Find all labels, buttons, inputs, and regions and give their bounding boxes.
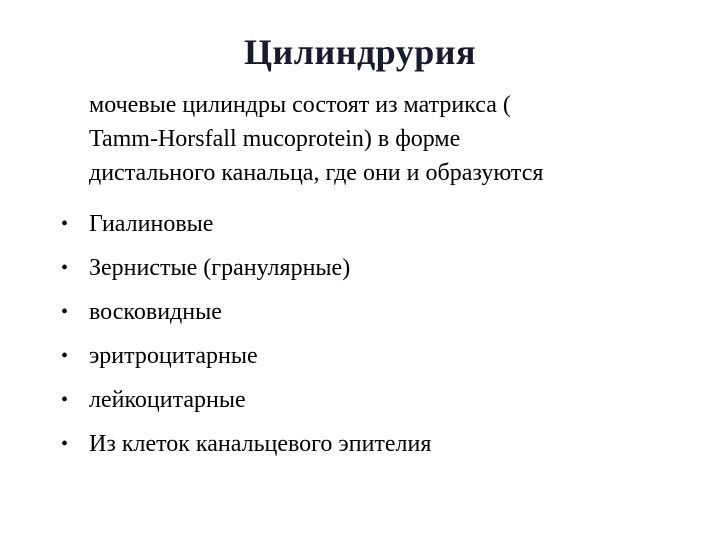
bullet-icon: • <box>61 257 69 279</box>
list-item-text: Зернистые (гранулярные) <box>89 255 351 281</box>
bullet-icon: • <box>61 301 69 323</box>
list-item <box>0 250 720 294</box>
list-item-text: Из клеток канальцевого эпителия <box>89 431 432 457</box>
list-item-text: лейкоцитарные <box>89 387 246 413</box>
intro-line: мочевые цилиндры состоят из матрикса ( <box>89 92 511 118</box>
intro-paragraph <box>89 88 689 190</box>
bullet-icon: • <box>61 345 69 367</box>
list-item <box>0 382 720 426</box>
list-item <box>0 294 720 338</box>
list-item <box>0 426 720 470</box>
slide-title: Цилиндрурия <box>244 32 476 72</box>
intro-line: Tamm-Horsfall mucoprotein) в форме <box>89 126 461 152</box>
list-item <box>0 206 720 250</box>
intro-line: дистального канальца, где они и образуются <box>89 160 544 186</box>
bullet-icon: • <box>61 433 69 455</box>
bullet-icon: • <box>61 213 69 235</box>
list-item-text: Гиалиновые <box>89 211 214 237</box>
cast-types-list <box>0 206 720 470</box>
list-item-text: восковидные <box>89 299 222 325</box>
list-item <box>0 338 720 382</box>
list-item-text: эритроцитарные <box>89 343 258 369</box>
bullet-icon: • <box>61 389 69 411</box>
